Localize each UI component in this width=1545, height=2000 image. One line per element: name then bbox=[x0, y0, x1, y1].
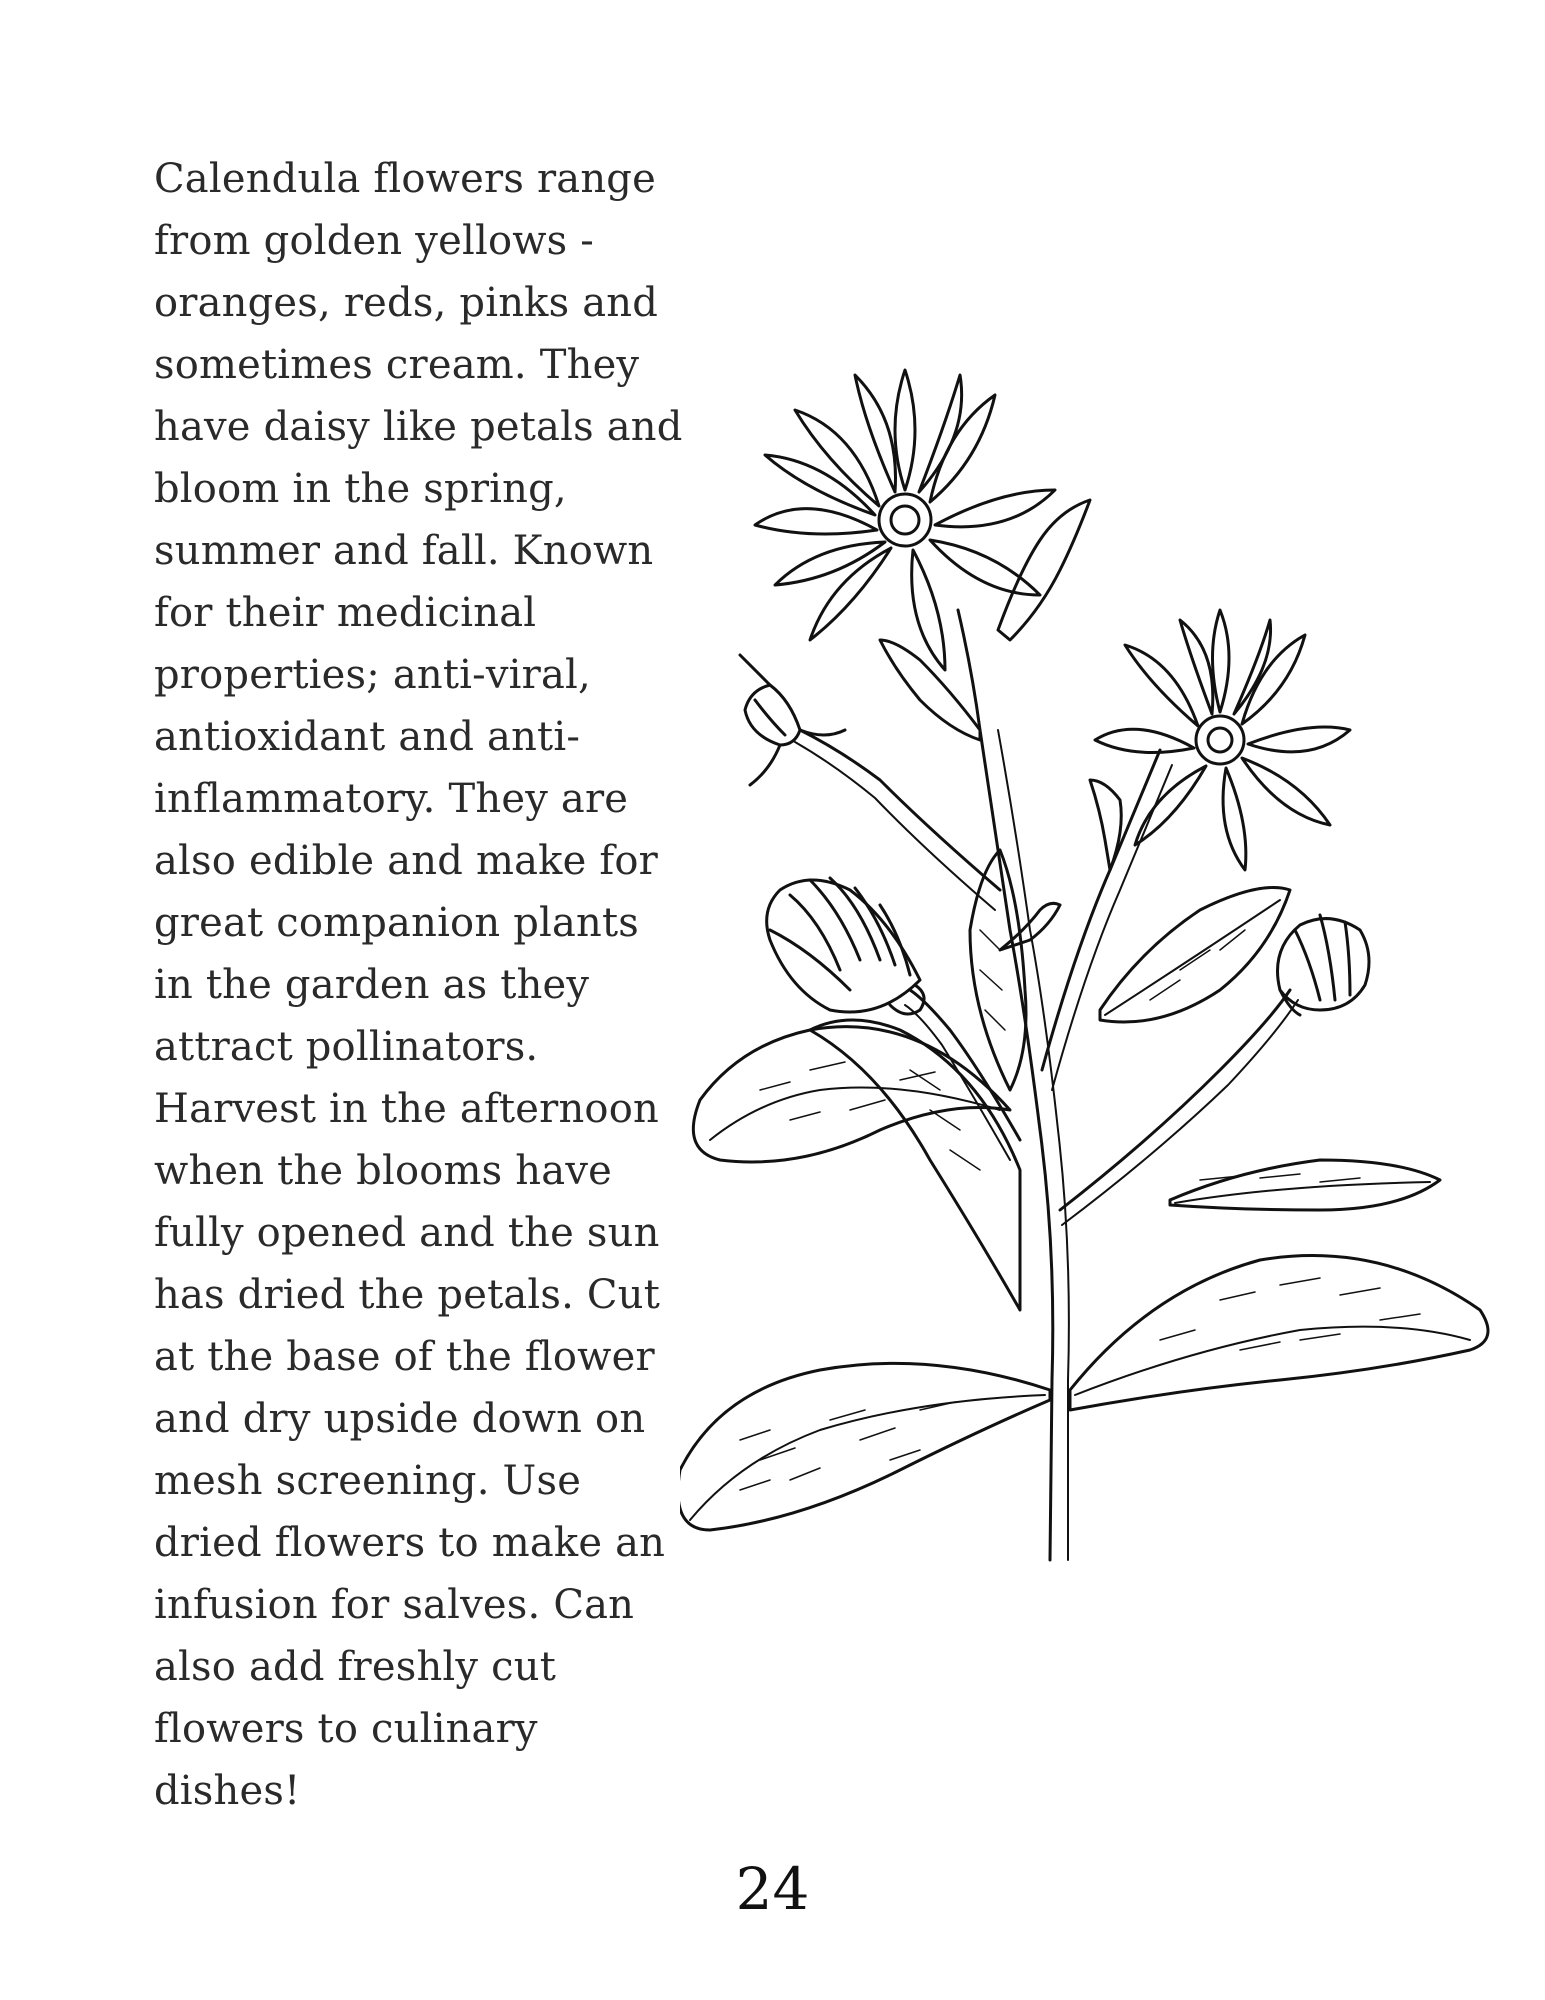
bud-left bbox=[740, 655, 845, 785]
flower-left-half-open bbox=[767, 878, 924, 1014]
stem-left-bud-inner bbox=[795, 742, 995, 910]
body-line: sometimes cream. They bbox=[154, 342, 640, 388]
body-line: mesh screening. Use bbox=[154, 1458, 582, 1504]
stem-left-flower-inner bbox=[905, 1005, 1010, 1160]
stem-right-flower-inner bbox=[1052, 765, 1172, 1090]
page-number: 24 bbox=[735, 1855, 810, 1923]
body-line: great companion plants bbox=[154, 900, 640, 946]
body-line: when the blooms have bbox=[154, 1148, 612, 1194]
body-line: oranges, reds, pinks and bbox=[154, 280, 659, 326]
leaf-bottom-right bbox=[1070, 1256, 1488, 1410]
body-line: bloom in the spring, bbox=[154, 466, 567, 512]
body-line: properties; anti-viral, bbox=[154, 652, 591, 698]
flower-top-left bbox=[755, 370, 1055, 670]
body-line: at the base of the flower bbox=[154, 1334, 655, 1380]
bud-right bbox=[1278, 915, 1370, 1015]
leaf-left-upper-vein bbox=[710, 1088, 1000, 1141]
body-line: infusion for salves. Can bbox=[154, 1582, 635, 1628]
body-line: also edible and make for bbox=[154, 838, 658, 884]
body-line: and dry upside down on bbox=[154, 1396, 646, 1442]
body-line: Harvest in the afternoon bbox=[154, 1086, 659, 1132]
body-line: have daisy like petals and bbox=[154, 404, 683, 450]
stem-left-bud bbox=[800, 730, 1000, 890]
calendula-plant-illustration-icon bbox=[680, 310, 1500, 1580]
body-line: has dried the petals. Cut bbox=[154, 1272, 660, 1318]
leaf-top-left-narrow bbox=[880, 640, 980, 740]
stem-right-bud bbox=[1060, 990, 1290, 1210]
body-line: from golden yellows - bbox=[154, 218, 595, 264]
body-paragraph bbox=[154, 148, 694, 1822]
body-line: flowers to culinary bbox=[154, 1706, 538, 1752]
body-line: Calendula flowers range bbox=[154, 156, 656, 202]
flower-right bbox=[1095, 610, 1350, 870]
body-line: dried flowers to make an bbox=[154, 1520, 666, 1566]
body-line: inflammatory. They are bbox=[154, 776, 629, 822]
body-line: antioxidant and anti- bbox=[154, 714, 581, 760]
body-line: also add freshly cut bbox=[154, 1644, 556, 1690]
leaf-right-upper bbox=[1100, 888, 1290, 1023]
leaf-right-middle bbox=[1170, 1160, 1440, 1210]
body-line: dishes! bbox=[154, 1768, 301, 1814]
body-line: in the garden as they bbox=[154, 962, 590, 1008]
body-line: fully opened and the sun bbox=[154, 1210, 660, 1256]
body-line: attract pollinators. bbox=[154, 1024, 539, 1070]
body-line: for their medicinal bbox=[154, 590, 537, 636]
calendula-plant-drawing bbox=[680, 310, 1500, 1580]
stem-left-flower bbox=[910, 990, 1020, 1140]
body-line: summer and fall. Known bbox=[154, 528, 654, 574]
leaf-bottom-left bbox=[680, 1363, 1050, 1530]
leaf-bottom-left-vein bbox=[690, 1395, 1045, 1520]
main-stem bbox=[958, 610, 1053, 1560]
